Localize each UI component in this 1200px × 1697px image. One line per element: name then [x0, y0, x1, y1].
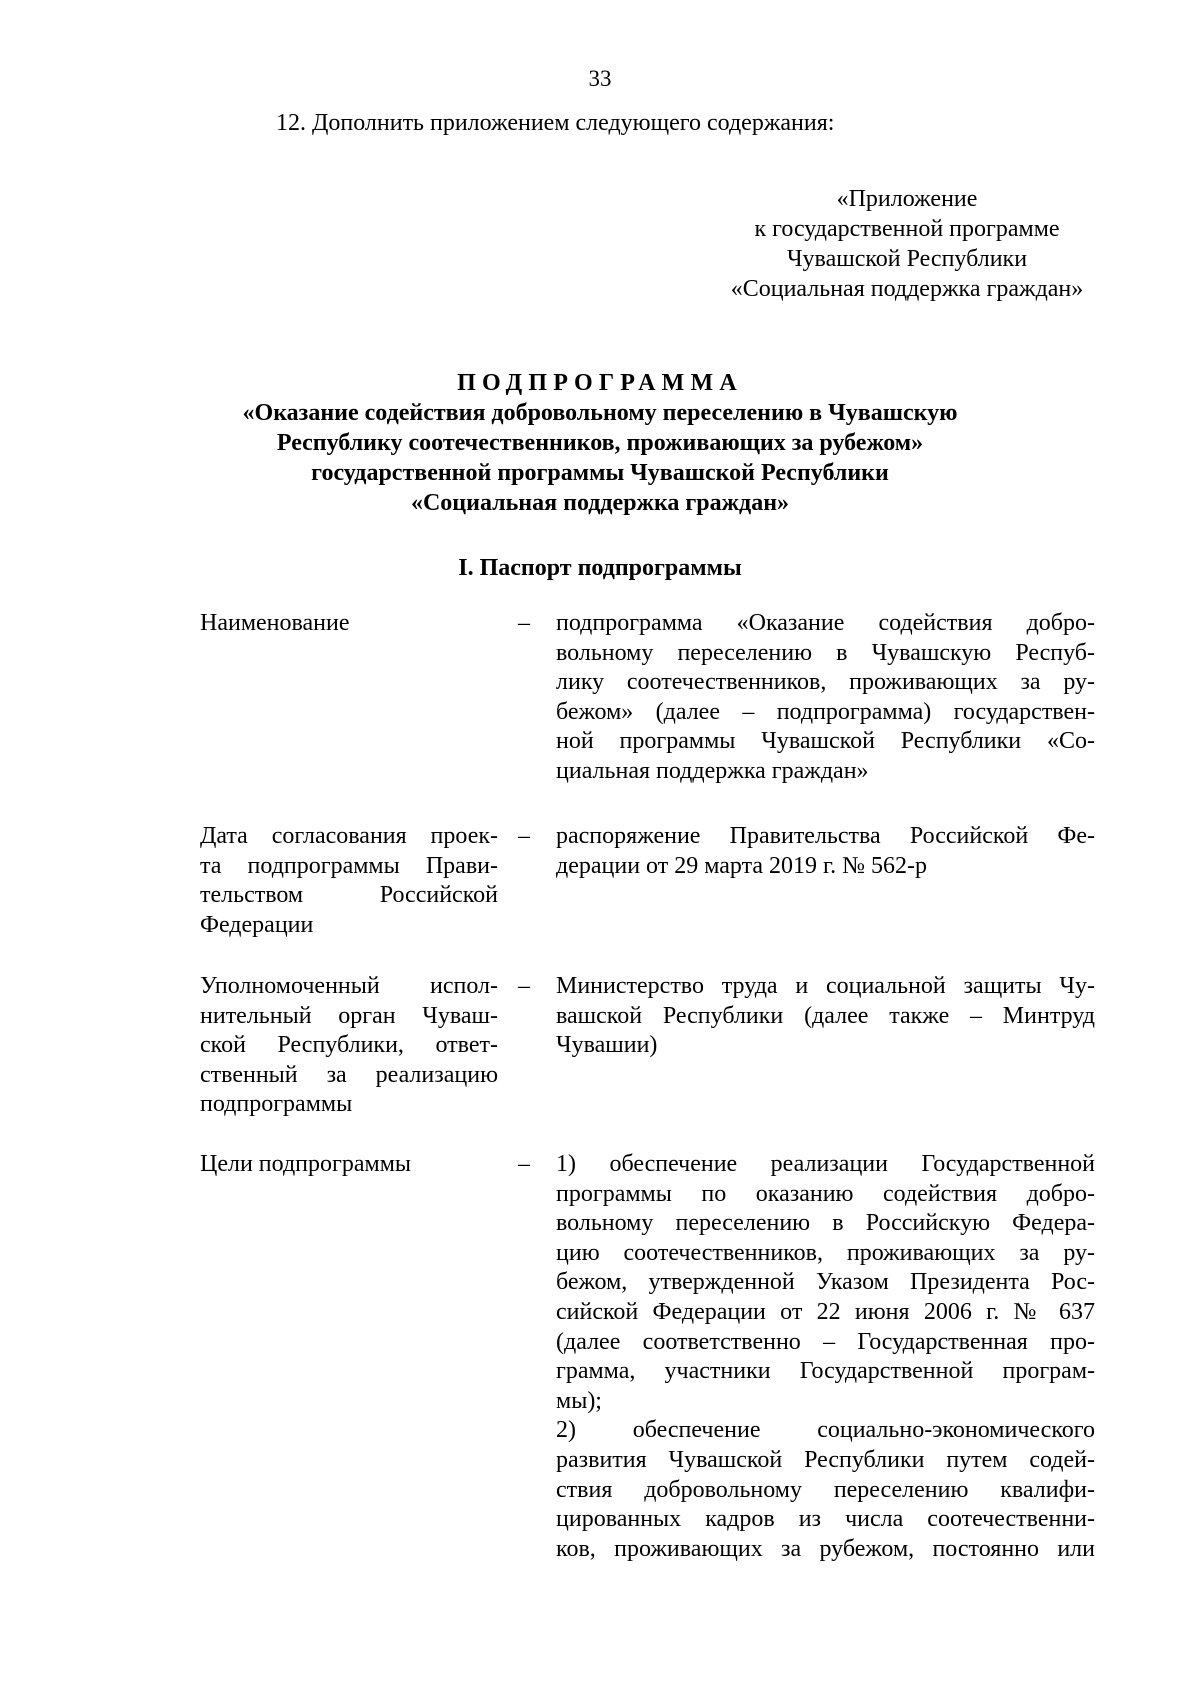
- passport-value: Министерство труда и социальной защиты Чу- вашской Республики (далее также – Минтруд Чувашии): [556, 973, 1095, 1059]
- dash: –: [518, 973, 530, 999]
- dash: –: [518, 823, 530, 849]
- section-title: I. Паспорт подпрограммы: [458, 555, 742, 581]
- heading-title-line: государственной программы Чувашской Республики: [311, 460, 889, 486]
- passport-value: распоряжение Правительства Российской Фе- дерации от 29 марта 2019 г. № 562-р: [556, 823, 1095, 879]
- appendix-reference: [682, 184, 1132, 304]
- passport-value: 1) обеспечение реализации Государственной программы по оказанию содействия добро- вольному переселению в Российскую Федера- цию соотечественников, проживающих за ру- бежом, утвержденной Указом Президента Рос- сийской Федерации от 22 июня 2006 г. № 637 (далее соответственно – Государственная про- грамма, участники Государственной програм- мы); 2) обеспечение социально-экономического развития Чувашской Республики путем содей- ствия добровольному переселению квалифи- цированных кадров из числа соотечественни- ков, проживающих за рубежом, постоянно или: [556, 1151, 1095, 1562]
- passport-label: Уполномоченный испол- нительный орган Чуваш- ской Республики, ответ- ственный за реализацию подпрограммы: [200, 973, 498, 1118]
- page-number: 33: [588, 66, 612, 91]
- heading-label: ПОДПРОГРАММА: [457, 370, 743, 396]
- heading-title-line: Республику соотечественников, проживающих за рубежом»: [276, 430, 924, 456]
- heading-title-line: «Оказание содействия добровольному переселению в Чувашскую: [242, 400, 958, 426]
- appendix-line: к государственной программе: [754, 216, 1060, 242]
- passport-value: подпрограмма «Оказание содействия добро- вольному переселению в Чувашскую Респуб- лику соотечественников, проживающих за ру- бежом» (далее – подпрограмма) государствен- ной программы Чувашской Республики «Со- циальная поддержка граждан»: [556, 610, 1095, 784]
- dash: –: [518, 1151, 530, 1177]
- subprogram-heading: [0, 368, 1200, 518]
- passport-label: Дата согласования проек- та подпрограммы Прави- тельством Российской Федерации: [200, 823, 498, 938]
- intro-paragraph: 12. Дополнить приложением следующего содержания:: [276, 110, 835, 136]
- appendix-line: Чувашской Республики: [786, 246, 1028, 272]
- appendix-line: «Приложение: [836, 186, 978, 212]
- dash: –: [518, 610, 530, 636]
- heading-title-line: «Социальная поддержка граждан»: [410, 490, 790, 516]
- appendix-line: «Социальная поддержка граждан»: [730, 276, 1084, 302]
- passport-label: Цели подпрограммы: [200, 1151, 412, 1177]
- passport-label: Наименование: [200, 610, 350, 636]
